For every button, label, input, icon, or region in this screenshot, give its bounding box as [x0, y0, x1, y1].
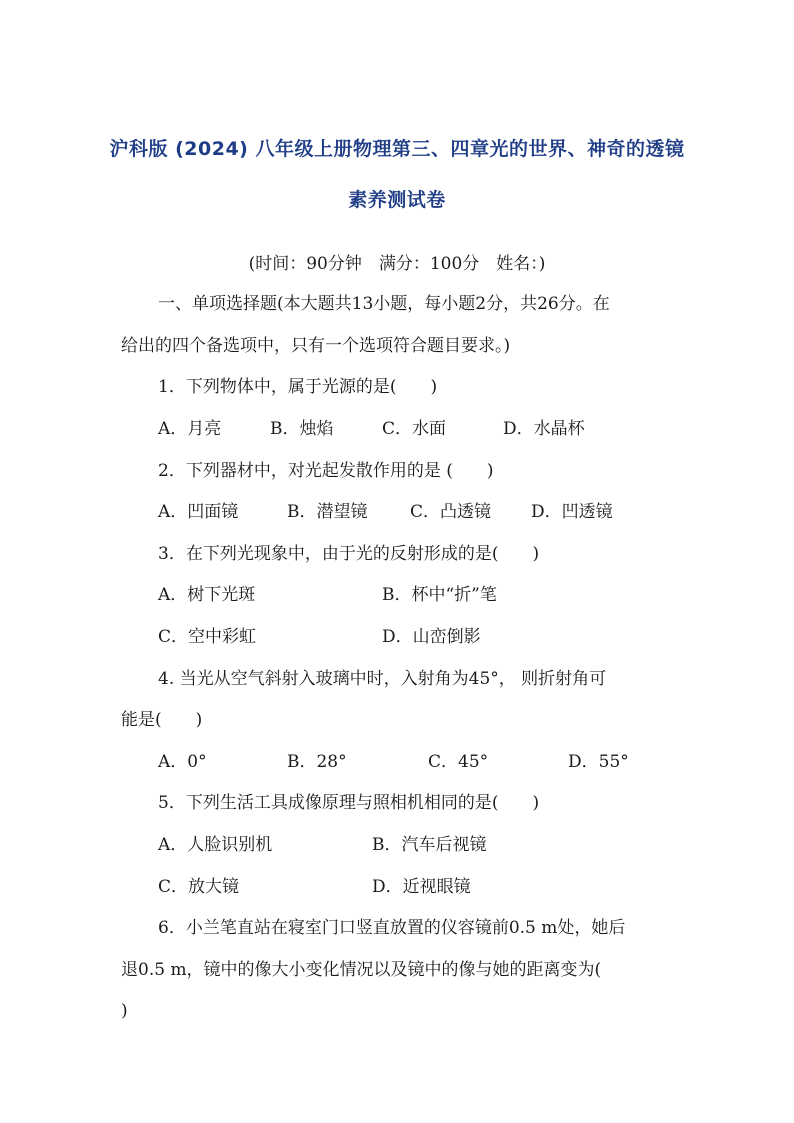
question-6-stem-line3: )	[121, 1001, 128, 1021]
question-2-option-c: C．凸透镜	[410, 502, 492, 522]
question-3-option-c: C．空中彩虹	[158, 627, 257, 647]
question-2-stem: 2．下列器材中，对光起发散作用的是 ( )	[158, 461, 494, 481]
question-3-option-b: B．杯中“折”笔	[382, 585, 497, 605]
question-4-option-b: B．28°	[287, 752, 347, 772]
section-heading-line1: 一、单项选择题(本大题共13小题，每小题2分，共26分。在	[158, 294, 610, 314]
question-2-option-a: A．凹面镜	[158, 502, 239, 522]
document-title-line1: 沪科版 (2024) 八年级上册物理第三、四章光的世界、神奇的透镜	[109, 138, 685, 160]
question-1-stem: 1．下列物体中，属于光源的是( )	[158, 377, 438, 397]
question-1-option-c: C．水面	[382, 419, 447, 439]
question-1-option-d: D．水晶杯	[503, 419, 585, 439]
question-5-stem: 5．下列生活工具成像原理与照相机相同的是( )	[158, 793, 540, 813]
exam-info: (时间：90分钟 满分：100分 姓名：)	[248, 254, 546, 274]
question-3-stem: 3．在下列光现象中，由于光的反射形成的是( )	[158, 544, 540, 564]
question-1-option-a: A．月亮	[158, 419, 222, 439]
document-title-line2: 素养测试卷	[348, 189, 446, 211]
section-heading-line2: 给出的四个备选项中，只有一个选项符合题目要求。)	[121, 336, 511, 356]
question-5-option-b: B．汽车后视镜	[372, 835, 487, 855]
question-5-option-a: A．人脸识别机	[158, 835, 273, 855]
question-6-stem-line2: 退0.5 m，镜中的像大小变化情况以及镜中的像与她的距离变为(	[121, 960, 602, 980]
question-6-stem-line1: 6．小兰笔直站在寝室门口竖直放置的仪容镜前0.5 m处，她后	[158, 918, 626, 938]
question-2-option-b: B．潜望镜	[287, 502, 368, 522]
question-3-option-d: D．山峦倒影	[382, 627, 481, 647]
question-1-option-b: B．烛焰	[270, 419, 334, 439]
question-5-option-c: C．放大镜	[158, 877, 240, 897]
question-4-stem-line1: 4. 当光从空气斜射入玻璃中时，入射角为45°， 则折射角可	[158, 669, 607, 689]
question-3-option-a: A．树下光斑	[158, 585, 256, 605]
question-4-stem-line2: 能是( )	[121, 710, 203, 730]
question-5-option-d: D．近视眼镜	[372, 877, 471, 897]
question-4-option-a: A．0°	[158, 752, 207, 772]
question-4-option-d: D．55°	[568, 752, 629, 772]
question-4-option-c: C．45°	[428, 752, 489, 772]
question-2-option-d: D．凹透镜	[531, 502, 613, 522]
